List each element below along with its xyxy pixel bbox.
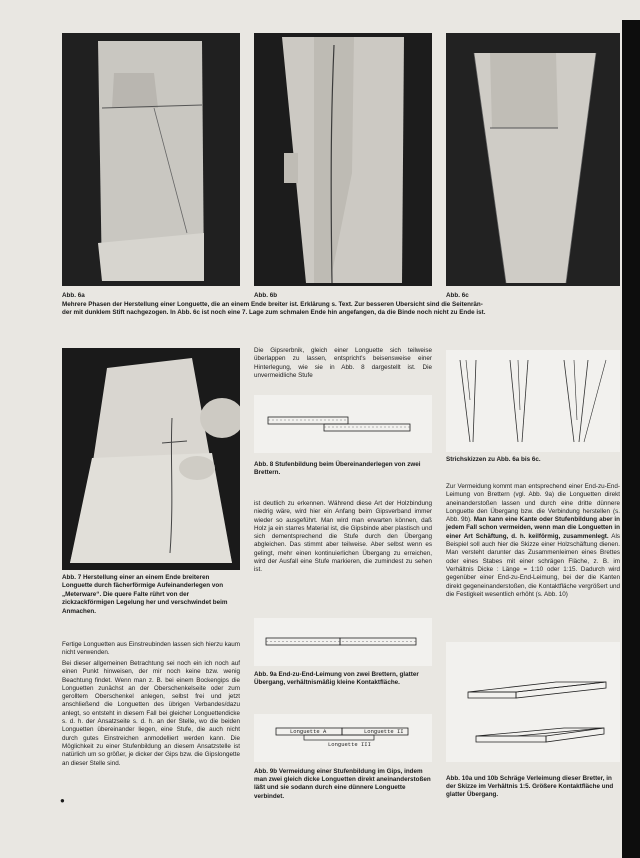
abb9b-caption: Abb. 9b Vermeidung einer Stufenbildung im Gips, indem man zwei gleich dicke Longuetten direkt aneinanderstoßen läßt und sie sodann durch eine dünnere Longuette verbindet. (254, 768, 431, 800)
figure-abb9a (254, 618, 432, 666)
photo-6b (254, 33, 432, 286)
right-text-p1-a: Zur Vermeidung kommt man entsprechend einer End-zu-End-Leimung von Brettern (vgl. Abb. 9a) die Longuetten direkt aneinanderstoßen lassen und durch eine dritte dünnere Longuette den Übergang bzw. die Verbindung herstellen (s. Abb. 9b). (446, 483, 620, 524)
photo-abb7 (62, 348, 240, 570)
page-edge (622, 20, 640, 858)
mid-text-p1: Die Gipsrerbnik, gleich einer Longuette sich teilweise überlappen zu lassen, entspricht's beisensweise einer Hinterlegung, wie sie in Abb. 8 dargestellt ist. Die unvermeidliche Stufe (254, 347, 432, 379)
photo-label-6a: Abb. 6a (62, 292, 85, 299)
left-text-p1: Fertige Longuetten aus Einstreubinden lassen sich hierzu kaum nicht verwenden. (62, 641, 240, 657)
right-text-p1-bold: Man kann eine Kante oder Stufenbildung aber in jedem Fall schon vermeiden, wenn man die Longuetten in einer Art Schäftung, d. h. keilförmig, zusammenlegt. (446, 516, 620, 540)
label-longuette-a: Longuette A (290, 728, 327, 735)
abb7-caption: Abb. 7 Herstellung einer an einem Ende breiteren Longuette durch fächerförmige Aufeinanderlegen von „Meterware“. Die quere Falte rührt von der zickzackförmigen Legelung her und verschwindet beim Anmachen. (62, 574, 228, 615)
sketch-caption: Strichskizzen zu Abb. 6a bis 6c. (446, 456, 541, 463)
figure-abb8 (254, 395, 432, 453)
photo-6a (62, 33, 240, 286)
photo-6c (446, 33, 620, 286)
photo-label-6b: Abb. 6b (254, 292, 278, 299)
photo-caption-line2: der mit dunklem Stift nachgezogen. In Abb. 6c ist noch eine 7. Lage zum schmalen Ende hin angefangen, da die Binde noch nicht zu Ende ist. (62, 309, 486, 317)
label-longuette-b: Longuette II (364, 728, 404, 735)
abb10-caption: Abb. 10a und 10b Schräge Verleimung dieser Bretter, in der Skizze im Verhältnis 1:5. Größere Kontaktfläche und glatter Übergang. (446, 775, 614, 799)
photo-label-6c: Abb. 6c (446, 292, 469, 299)
figure-abb10 (446, 642, 620, 762)
photo-caption-line1: Mehrere Phasen der Herstellung einer Longuette, die an einem Ende breiter ist. Erklärung s. Text. Zur besseren Übersicht sind die Seitenrän- (62, 301, 483, 308)
label-longuette-c: Longuette III (328, 741, 371, 748)
figure-abb9b (254, 714, 432, 762)
photo-caption (62, 301, 620, 317)
abb9a-caption: Abb. 9a End-zu-End-Leimung von zwei Brettern, glatter Übergang, verhältnismäßig kleine Kontaktfläche. (254, 671, 419, 687)
right-text-p1-b: Als Beispiel soll auch hier die Skizze einer Holzschäftung dienen. Man versteht darunter das Zusammenleimen eines Brettes oder eines Stabes mit einer schrägen Fläche, z. B. im Verhältnis Dicke : Länge = 1:10 oder 1:15. Dadurch wird gegenüber einer End-zu-End-Leimung, bei der die Kanten direkt gegeneinanderstoßen, die Kontaktfläche vergrößert und die Festigkeit wesentlich erhöht (s. Abb. 10) (446, 532, 621, 598)
mid-text-p2: ist deutlich zu erkennen. Während diese Art der Holzbindung niedrig wäre, wird hier ein Anfang beim Gipsverband immer wieder so ausgeführt. Man wird man erwarten können, daß Holz ja ein starres Material ist, die Gipsbinde aber plastisch und sich dementsprechend die Stufe durch den Übergang abgleichen. Das stimmt aber teilweise. Aber selbst wenn es gelingt, mehr einen kontinuierlichen Übergang zu erreichen, wird der Ausfall eine Stufe markieren, die zumindest zu sehen ist. (254, 500, 432, 574)
left-text-p2: Bei dieser allgemeinen Betrachtung sei noch ein ich noch auf einen Punkt hinweisen, der mir noch keine bzw. wenig Beachtung findet. Wenn man z. B. bei einem Bockengips die Longuetten zunächst an der Oberschenkelseite oder zum gerolltem Oberschenkel anlegen, selbst frei und jetzt anschließend die Longuetten des übrigen Verbandes/dazu anlegt, so entsteht in diesem Fall bei gleicher Longuettendicke s. d. h. der Ansatzseite s. d. h. an der Stelle, wo die beiden Longuetten übereinander liegen, eine Stufe, die auch nicht durch gutes Einstreichen anmodelliert werden kann. Die Möglichkeit zu einer Stufenbildung an diesem Ansatzstelle ist natürlich um so größer, je dicker der Gips bzw. die Gipslongette an dieser Stelle sind. (62, 660, 240, 767)
figure-strichskizzen (446, 350, 620, 452)
abb8-caption: Abb. 8 Stufenbildung beim Übereinanderlegen von zwei Brettern. (254, 461, 421, 477)
page-mark: ● (60, 796, 65, 805)
right-text-p1 (446, 483, 620, 599)
